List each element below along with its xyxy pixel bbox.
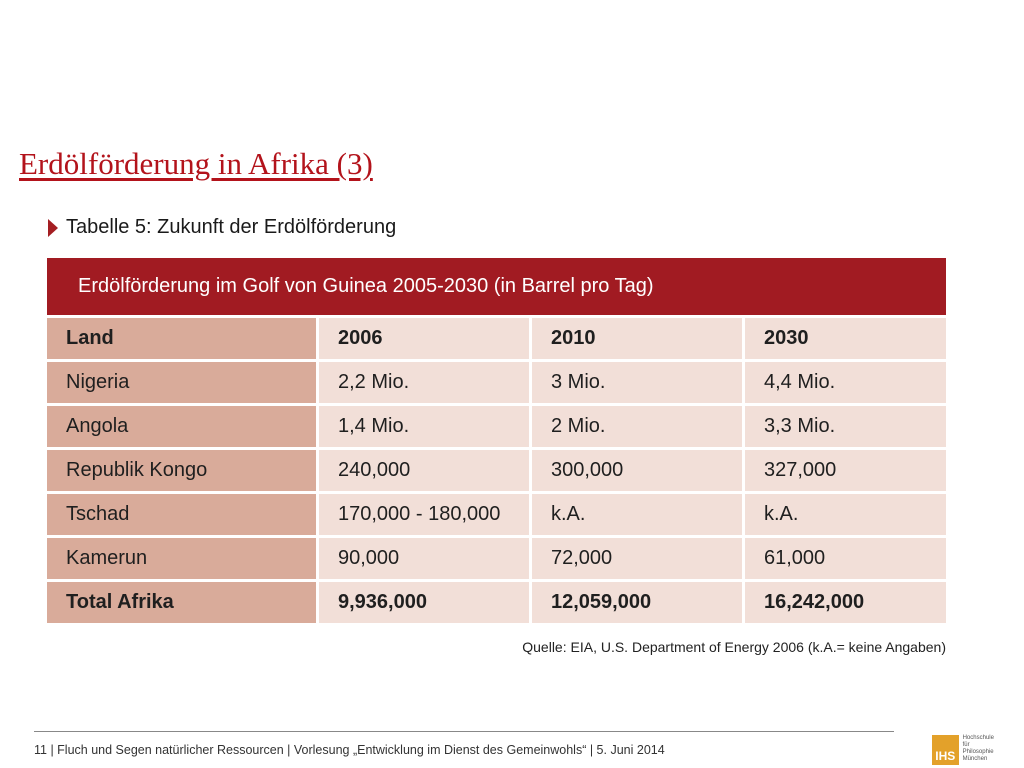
column-header-2010: 2010 — [532, 318, 742, 359]
table-cell: 2 Mio. — [532, 406, 742, 447]
table-total-row — [47, 582, 946, 623]
table-cell: 170,000 - 180,000 — [319, 494, 529, 535]
footer-divider — [34, 731, 894, 732]
table-row — [47, 406, 946, 447]
table-row — [47, 538, 946, 579]
table-row — [47, 494, 946, 535]
table-cell-land: Republik Kongo — [47, 450, 316, 491]
column-header-2030: 2030 — [745, 318, 946, 359]
table-cell-land: Nigeria — [47, 362, 316, 403]
total-2030: 16,242,000 — [745, 582, 946, 623]
table-cell: 1,4 Mio. — [319, 406, 529, 447]
table-cell: k.A. — [532, 494, 742, 535]
table-cell: 300,000 — [532, 450, 742, 491]
table-cell: 4,4 Mio. — [745, 362, 946, 403]
table-cell-land: Tschad — [47, 494, 316, 535]
logo-text: Hochschule für Philosophie München — [962, 735, 994, 762]
table-caption — [48, 216, 396, 239]
table-cell: 90,000 — [319, 538, 529, 579]
footer-text: 11 | Fluch und Segen natürlicher Ressourcen | Vorlesung „Entwicklung im Dienst des Gemeinwohls“ | 5. Juni 2014 — [34, 743, 665, 757]
total-2006: 9,936,000 — [319, 582, 529, 623]
table-cell: 61,000 — [745, 538, 946, 579]
logo-mark: IHS — [932, 735, 959, 765]
table-header: Erdölförderung im Golf von Guinea 2005-2030 (in Barrel pro Tag) — [47, 258, 946, 315]
table-row — [47, 450, 946, 491]
table-cell: 72,000 — [532, 538, 742, 579]
institution-logo — [932, 735, 1002, 768]
table-row — [47, 362, 946, 403]
table-cell-land: Kamerun — [47, 538, 316, 579]
table-cell: 3 Mio. — [532, 362, 742, 403]
source-note: Quelle: EIA, U.S. Department of Energy 2006 (k.A.= keine Angaben) — [522, 639, 946, 655]
chevron-right-icon — [48, 219, 58, 237]
table-cell: 240,000 — [319, 450, 529, 491]
table-cell: 3,3 Mio. — [745, 406, 946, 447]
table-cell: 2,2 Mio. — [319, 362, 529, 403]
table-caption-text: Tabelle 5: Zukunft der Erdölförderung — [66, 216, 397, 238]
table-column-headers — [47, 318, 946, 359]
slide-title: Erdölförderung in Afrika (3) — [19, 146, 373, 181]
column-header-2006: 2006 — [319, 318, 529, 359]
table-cell-land: Angola — [47, 406, 316, 447]
total-label: Total Afrika — [47, 582, 316, 623]
column-header-land: Land — [47, 318, 316, 359]
total-2010: 12,059,000 — [532, 582, 742, 623]
table-cell: 327,000 — [745, 450, 946, 491]
oil-production-table — [47, 258, 946, 623]
table-cell: k.A. — [745, 494, 946, 535]
